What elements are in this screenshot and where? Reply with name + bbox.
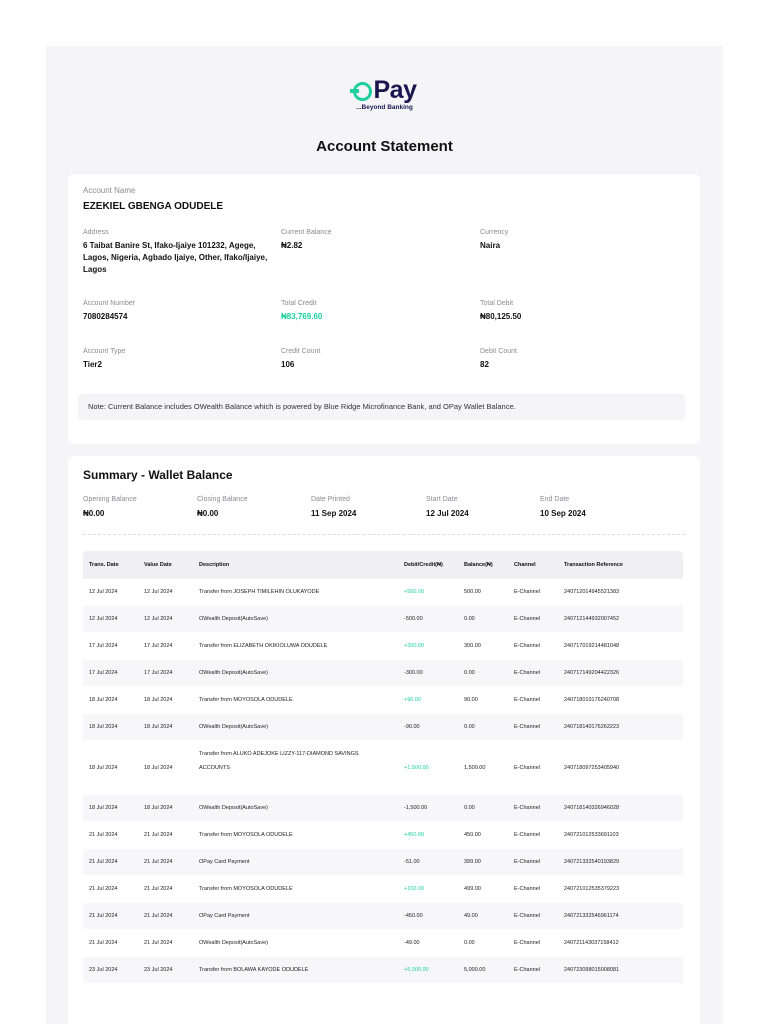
table-row bbox=[83, 903, 683, 930]
cell-description: Transfer from BOLAWA KAYODE ODUDELE bbox=[199, 967, 309, 973]
cell-description: OPay Card Payment bbox=[199, 913, 250, 919]
cell-value-date: 17 Jul 2024 bbox=[144, 670, 173, 676]
cell-channel: E-Channel bbox=[514, 805, 540, 811]
currency-value: Naira bbox=[480, 241, 501, 250]
closing-balance-value: ₦0.00 bbox=[197, 509, 219, 518]
table-row bbox=[83, 741, 683, 795]
cell-balance: 0.00 bbox=[464, 805, 475, 811]
cell-channel: E-Channel bbox=[514, 859, 540, 865]
cell-amount: -450.00 bbox=[404, 913, 423, 919]
currency-label: Currency bbox=[480, 229, 509, 236]
cell-reference: 240712144932007452 bbox=[564, 616, 620, 622]
cell-balance: 300.00 bbox=[464, 643, 481, 649]
cell-balance: 399.00 bbox=[464, 859, 481, 865]
cell-channel: E-Channel bbox=[514, 670, 540, 676]
table-row bbox=[83, 660, 683, 687]
table-row bbox=[83, 579, 683, 606]
cell-reference: 240721332540193829 bbox=[564, 859, 620, 865]
cell-value-date: 21 Jul 2024 bbox=[144, 859, 173, 865]
cell-description: OWealth Deposit(AutoSave) bbox=[199, 670, 268, 676]
cell-channel: E-Channel bbox=[514, 724, 540, 730]
cell-amount: -1,500.00 bbox=[404, 805, 428, 811]
cell-trans-date: 21 Jul 2024 bbox=[89, 832, 118, 838]
table-row bbox=[83, 849, 683, 876]
cell-trans-date: 18 Jul 2024 bbox=[89, 765, 118, 771]
cell-value-date: 18 Jul 2024 bbox=[144, 805, 173, 811]
end-date-label: End Date bbox=[540, 496, 570, 503]
credit-count-value: 106 bbox=[281, 360, 295, 369]
table-body bbox=[83, 579, 683, 984]
cell-channel: E-Channel bbox=[514, 589, 540, 595]
cell-channel: E-Channel bbox=[514, 616, 540, 622]
cell-description: Transfer from ELIZABETH OKIKIOLUWA ODUDELE bbox=[199, 643, 328, 649]
address-value: 6 Taibat Banire St, Ifako-Ijaiye 101232, Agege, Lagos, Nigeria, Agbado Ijaiye, Other, Ifako/Ijaiye, Lagos bbox=[83, 241, 268, 274]
cell-channel: E-Channel bbox=[514, 765, 540, 771]
cell-description: OWealth Deposit(AutoSave) bbox=[199, 724, 268, 730]
account-number-value: 7080284574 bbox=[83, 312, 128, 321]
cell-reference: 240723098015008081 bbox=[564, 967, 620, 973]
cell-trans-date: 18 Jul 2024 bbox=[89, 805, 118, 811]
cell-trans-date: 21 Jul 2024 bbox=[89, 940, 118, 946]
cell-value-date: 18 Jul 2024 bbox=[144, 697, 173, 703]
cell-trans-date: 17 Jul 2024 bbox=[89, 670, 118, 676]
address-label: Address bbox=[83, 229, 109, 236]
summary-card bbox=[68, 456, 700, 1024]
date-printed-value: 11 Sep 2024 bbox=[311, 509, 357, 518]
cell-trans-date: 12 Jul 2024 bbox=[89, 589, 118, 595]
cell-reference: 240718140326946028 bbox=[564, 805, 620, 811]
cell-balance: 500.00 bbox=[464, 589, 481, 595]
total-debit-value: ₦80,125.50 bbox=[480, 312, 522, 321]
statement-page bbox=[46, 46, 723, 1024]
table-row bbox=[83, 687, 683, 714]
table-row bbox=[83, 957, 683, 984]
cell-balance: 499.00 bbox=[464, 886, 481, 892]
header-balance: Balance(₦) bbox=[464, 562, 493, 568]
opay-o-icon bbox=[353, 82, 372, 101]
total-credit-label: Total Credit bbox=[281, 300, 317, 307]
cell-reference: 240718140176262223 bbox=[564, 724, 620, 730]
cell-reference: 240721332546961174 bbox=[564, 913, 619, 919]
table-row bbox=[83, 633, 683, 660]
total-credit-value: ₦83,769.60 bbox=[281, 312, 323, 321]
cell-trans-date: 17 Jul 2024 bbox=[89, 643, 118, 649]
cell-trans-date: 21 Jul 2024 bbox=[89, 913, 118, 919]
cell-reference: 240721012533691103 bbox=[564, 832, 619, 838]
cell-trans-date: 18 Jul 2024 bbox=[89, 697, 118, 703]
cell-balance: 450.00 bbox=[464, 832, 481, 838]
cell-description: OPay Card Payment bbox=[199, 859, 250, 865]
cell-trans-date: 21 Jul 2024 bbox=[89, 859, 118, 865]
cell-value-date: 18 Jul 2024 bbox=[144, 724, 173, 730]
table-header bbox=[83, 551, 683, 579]
cell-trans-date: 18 Jul 2024 bbox=[89, 724, 118, 730]
debit-count-value: 82 bbox=[480, 360, 489, 369]
header-channel: Channel bbox=[514, 562, 536, 568]
cell-amount: +300.00 bbox=[404, 643, 425, 649]
account-name-label: Account Name bbox=[83, 186, 136, 195]
cell-channel: E-Channel bbox=[514, 940, 540, 946]
cell-balance: 0.00 bbox=[464, 670, 475, 676]
account-info-card bbox=[68, 174, 700, 444]
cell-channel: E-Channel bbox=[514, 913, 540, 919]
cell-balance: 0.00 bbox=[464, 616, 475, 622]
cell-channel: E-Channel bbox=[514, 643, 540, 649]
summary-title: Summary - Wallet Balance bbox=[83, 468, 233, 482]
page-title: Account Statement bbox=[316, 138, 453, 155]
start-date-value: 12 Jul 2024 bbox=[426, 509, 469, 518]
cell-description: Transfer from MOYOSOLA ODUDELE bbox=[199, 697, 293, 703]
account-number-label: Account Number bbox=[83, 300, 136, 307]
header-value-date: Value Date bbox=[144, 562, 172, 568]
cell-value-date: 23 Jul 2024 bbox=[144, 967, 173, 973]
cell-description: OWealth Deposit(AutoSave) bbox=[199, 940, 268, 946]
cell-description: OWealth Deposit(AutoSave) bbox=[199, 805, 268, 811]
account-name: EZEKIEL GBENGA ODUDELE bbox=[83, 201, 224, 212]
cell-amount: +450.00 bbox=[404, 832, 425, 838]
cell-description: Transfer from MOYOSOLA ODUDELE bbox=[199, 886, 293, 892]
balance-note: Note: Current Balance includes OWealth Balance which is powered by Blue Ridge Microfinance Bank, and OPay Wallet Balance. bbox=[78, 394, 685, 420]
cell-reference: 240712014945521383 bbox=[564, 589, 620, 595]
account-type-value: Tier2 bbox=[83, 360, 102, 369]
cell-value-date: 17 Jul 2024 bbox=[144, 643, 173, 649]
cell-value-date: 21 Jul 2024 bbox=[144, 832, 173, 838]
cell-amount: -500.00 bbox=[404, 616, 423, 622]
cell-description: Transfer from ALUKO ADEJOKE LIZZY-117-DIAMOND SAVINGS ACCOUNTS bbox=[199, 751, 359, 771]
transactions-table bbox=[83, 551, 683, 984]
cell-value-date: 21 Jul 2024 bbox=[144, 913, 173, 919]
cell-reference: 240721143037158412 bbox=[564, 940, 619, 946]
cell-reference: 240721012535379223 bbox=[564, 886, 620, 892]
opening-balance-value: ₦0.00 bbox=[83, 509, 105, 518]
cell-reference: 240717019214481048 bbox=[564, 643, 620, 649]
end-date-value: 10 Sep 2024 bbox=[540, 509, 586, 518]
cell-amount: +500.00 bbox=[404, 589, 425, 595]
current-balance-label: Current Balance bbox=[281, 229, 332, 236]
cell-balance: 1,500.00 bbox=[464, 765, 486, 771]
cell-balance: 90.00 bbox=[464, 697, 478, 703]
cell-channel: E-Channel bbox=[514, 832, 540, 838]
total-debit-label: Total Debit bbox=[480, 300, 514, 307]
logo-text: Pay bbox=[373, 76, 417, 104]
table-row bbox=[83, 714, 683, 741]
header-debit-credit: Debit/Credit(₦) bbox=[404, 562, 443, 568]
cell-value-date: 21 Jul 2024 bbox=[144, 886, 173, 892]
cell-channel: E-Channel bbox=[514, 967, 540, 973]
cell-amount: -51.00 bbox=[404, 859, 420, 865]
opay-logo bbox=[353, 76, 417, 105]
cell-value-date: 21 Jul 2024 bbox=[144, 940, 173, 946]
cell-reference: 240718097253405940 bbox=[564, 765, 620, 771]
brand-header bbox=[46, 76, 723, 111]
cell-value-date: 12 Jul 2024 bbox=[144, 589, 173, 595]
cell-amount: +100.00 bbox=[404, 886, 425, 892]
cell-value-date: 12 Jul 2024 bbox=[144, 616, 173, 622]
cell-trans-date: 23 Jul 2024 bbox=[89, 967, 118, 973]
cell-reference: 240718010176240708 bbox=[564, 697, 620, 703]
cell-description: Transfer from JOSEPH TIMILEHIN OLUKAYODE bbox=[199, 589, 320, 595]
cell-amount: +90.00 bbox=[404, 697, 421, 703]
header-trans-date: Trans. Date bbox=[89, 562, 119, 568]
cell-description: OWealth Deposit(AutoSave) bbox=[199, 616, 268, 622]
cell-reference: 240717149204422326 bbox=[564, 670, 620, 676]
cell-balance: 0.00 bbox=[464, 940, 475, 946]
cell-balance: 49.00 bbox=[464, 913, 478, 919]
cell-amount: -49.00 bbox=[404, 940, 420, 946]
cell-description: Transfer from MOYOSOLA ODUDELE bbox=[199, 832, 293, 838]
cell-trans-date: 21 Jul 2024 bbox=[89, 886, 118, 892]
cell-trans-date: 12 Jul 2024 bbox=[89, 616, 118, 622]
cell-channel: E-Channel bbox=[514, 697, 540, 703]
cell-balance: 5,000.00 bbox=[464, 967, 486, 973]
current-balance-value: ₦2.82 bbox=[281, 241, 303, 250]
table-row bbox=[83, 795, 683, 822]
account-type-label: Account Type bbox=[83, 348, 126, 355]
cell-value-date: 18 Jul 2024 bbox=[144, 765, 173, 771]
header-reference: Transaction Reference bbox=[564, 562, 623, 568]
tagline: ...Beyond Banking bbox=[356, 104, 413, 111]
opening-balance-label: Opening Balance bbox=[83, 496, 137, 503]
cell-amount: +1,500.00 bbox=[404, 765, 429, 771]
header-description: Description bbox=[199, 562, 230, 568]
table-row bbox=[83, 930, 683, 957]
debit-count-label: Debit Count bbox=[480, 348, 517, 355]
cell-balance: 0.00 bbox=[464, 724, 475, 730]
credit-count-label: Credit Count bbox=[281, 348, 321, 355]
start-date-label: Start Date bbox=[426, 496, 458, 503]
summary-divider bbox=[83, 534, 685, 535]
cell-amount: -300.00 bbox=[404, 670, 423, 676]
table-row bbox=[83, 822, 683, 849]
date-printed-label: Date Printed bbox=[311, 496, 350, 503]
cell-amount: +5,000.00 bbox=[404, 967, 429, 973]
closing-balance-label: Closing Balance bbox=[197, 496, 248, 503]
table-row bbox=[83, 876, 683, 903]
table-row bbox=[83, 606, 683, 633]
cell-amount: -90.00 bbox=[404, 724, 420, 730]
cell-channel: E-Channel bbox=[514, 886, 540, 892]
